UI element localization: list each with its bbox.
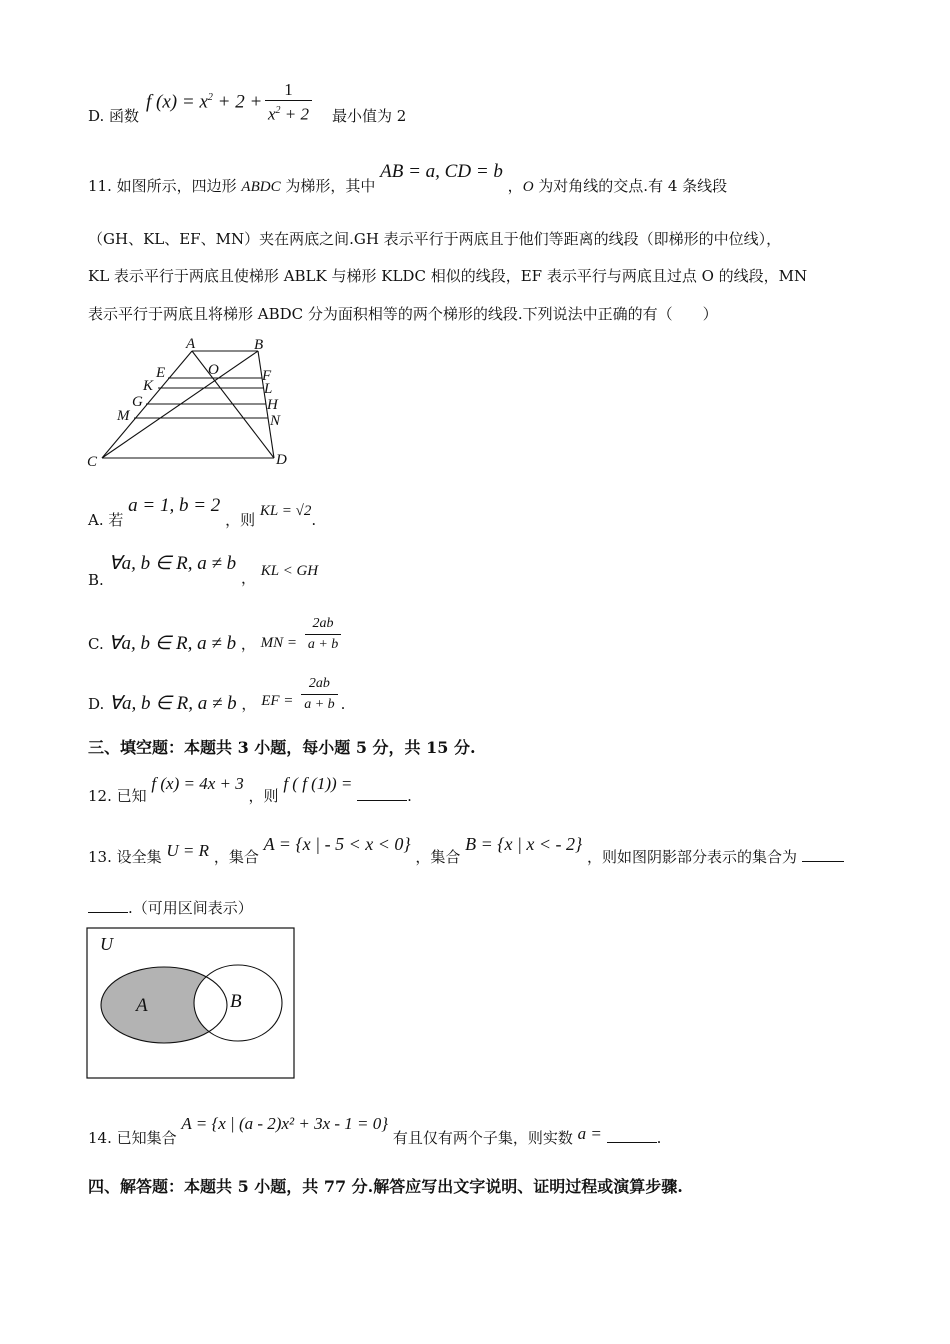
option-text: 最小值为 2 xyxy=(332,107,407,125)
label-n: N xyxy=(270,413,281,429)
q11-line3: KL 表示平行于两底且使梯形 ABLK 与梯形 KLDC 相似的线段，EF 表示平行与两底且过点 O 的线段，MN xyxy=(88,267,808,285)
label-b: B xyxy=(254,337,264,353)
label-e: E xyxy=(156,365,166,381)
label-m: M xyxy=(117,408,130,424)
label-c: C xyxy=(87,454,98,470)
option-end: . xyxy=(340,694,346,713)
q11-line2: （GH、KL、EF、MN）夹在两底之间.GH 表示平行于两底且于他们等距离的线段（即梯形的中位线）， xyxy=(88,230,782,248)
answer-blank[interactable] xyxy=(607,1142,657,1143)
option-result: MN = xyxy=(260,634,298,651)
section-3-heading: 三、填空题：本题共 3 小题，每小题 5 分，共 15 分. xyxy=(88,738,476,757)
label-u: U xyxy=(100,934,113,954)
q11-o: O xyxy=(522,179,534,195)
q11-option-d xyxy=(88,674,345,718)
fraction: $\frac{2ab}{a + b}$ xyxy=(305,614,341,655)
option-sep: ， xyxy=(241,694,257,713)
math-expression: f $(x) = x^2 + 2$ + xyxy=(146,91,263,113)
fraction: $\frac{2ab}{a + b}$ xyxy=(301,674,337,715)
option-condition: ∀a, b ∈ R, a ≠ b xyxy=(108,632,237,654)
option-end: . xyxy=(311,511,317,529)
option-result: KL = √2 xyxy=(259,503,312,519)
q14-set: A = {x | (a - 2)x² + 3x - 1 = 0} xyxy=(181,1114,389,1133)
q11-option-b xyxy=(88,554,318,588)
label-k: K xyxy=(143,378,154,394)
q14-variable: a = xyxy=(577,1124,602,1143)
section-4-heading: 四、解答题：本题共 5 小题，共 77 分.解答应写出文字说明、证明过程或演算步骤. xyxy=(88,1177,683,1196)
q11-prefix: 11. 如图所示，四边形 xyxy=(88,177,242,195)
label-g: G xyxy=(132,394,143,410)
q13-mid1: ，集合 xyxy=(213,848,259,866)
q11-condition: AB = a, CD = b xyxy=(380,161,503,182)
label-a: A xyxy=(186,336,196,352)
q13-line2 xyxy=(88,898,253,918)
option-label: C. xyxy=(88,634,104,653)
q13-set-b: B = {x | x < - 2} xyxy=(465,834,583,854)
q11-tail: 为对角线的交点.有 4 条线段 xyxy=(533,177,728,195)
answer-blank[interactable] xyxy=(357,800,407,801)
q12-expression: f ( f (1)) = xyxy=(283,774,353,793)
q11-comma: ， xyxy=(507,177,523,195)
venn-diagram xyxy=(86,927,298,1081)
q13-prefix: 13. 设全集 xyxy=(88,848,162,866)
q12-end: . xyxy=(407,787,412,805)
option-label: D. xyxy=(88,694,105,713)
option-text: ，则 xyxy=(225,511,256,529)
q11-line4: 表示平行于两底且将梯形 ABDC 分为面积相等的两个梯形的线段.下列说法中正确的有（ ） xyxy=(88,305,718,323)
answer-blank[interactable] xyxy=(802,861,844,862)
option-sep: ， xyxy=(240,569,256,587)
option-sep: ， xyxy=(240,634,256,653)
q13-mid2: ，集合 xyxy=(415,848,461,866)
q13-note: .（可用区间表示） xyxy=(128,899,253,917)
q11-mid: 为梯形，其中 xyxy=(280,177,376,195)
q13-universe: U = R xyxy=(166,841,210,860)
answer-blank[interactable] xyxy=(88,912,128,913)
option-label: A. 若 xyxy=(88,511,124,529)
option-result: EF = xyxy=(261,692,294,709)
q12-function: f (x) = 4x + 3 xyxy=(151,774,244,793)
q11-abdc: ABDC xyxy=(241,179,281,195)
option-label: B. xyxy=(88,571,104,589)
label-l: L xyxy=(264,381,273,397)
option-condition: a = 1, b = 2 xyxy=(128,495,221,516)
q13-line1 xyxy=(88,832,844,866)
label-o: O xyxy=(208,362,219,378)
option-condition: ∀a, b ∈ R, a ≠ b xyxy=(109,692,237,714)
q11-option-c xyxy=(88,614,344,658)
label-b: B xyxy=(230,991,242,1012)
q13-tail: ，则如图阴影部分表示的集合为 xyxy=(587,848,798,866)
q12-mid: ，则 xyxy=(248,787,279,805)
label-h: H xyxy=(267,397,278,413)
q14 xyxy=(88,1112,661,1148)
option-label: D. 函数 xyxy=(88,107,140,125)
q11-line1 xyxy=(88,162,727,196)
label-f: F xyxy=(262,368,272,384)
q14-prefix: 14. 已知集合 xyxy=(88,1129,177,1147)
trapezoid-figure xyxy=(80,330,310,472)
q12-prefix: 12. 已知 xyxy=(88,787,147,805)
fraction: $\frac{1}{x^2 + 2}$ xyxy=(265,80,312,125)
label-a: A xyxy=(136,995,148,1016)
q10-option-d xyxy=(88,80,407,130)
q13-set-a: A = {x | - 5 < x < 0} xyxy=(263,834,411,854)
label-d: D xyxy=(276,452,287,468)
q14-end: . xyxy=(656,1129,662,1147)
q12 xyxy=(88,772,412,806)
option-result: KL < GH xyxy=(260,563,319,579)
q14-mid: 有且仅有两个子集，则实数 xyxy=(392,1129,573,1147)
q11-option-a xyxy=(88,496,316,530)
option-condition: ∀a, b ∈ R, a ≠ b xyxy=(108,553,237,574)
